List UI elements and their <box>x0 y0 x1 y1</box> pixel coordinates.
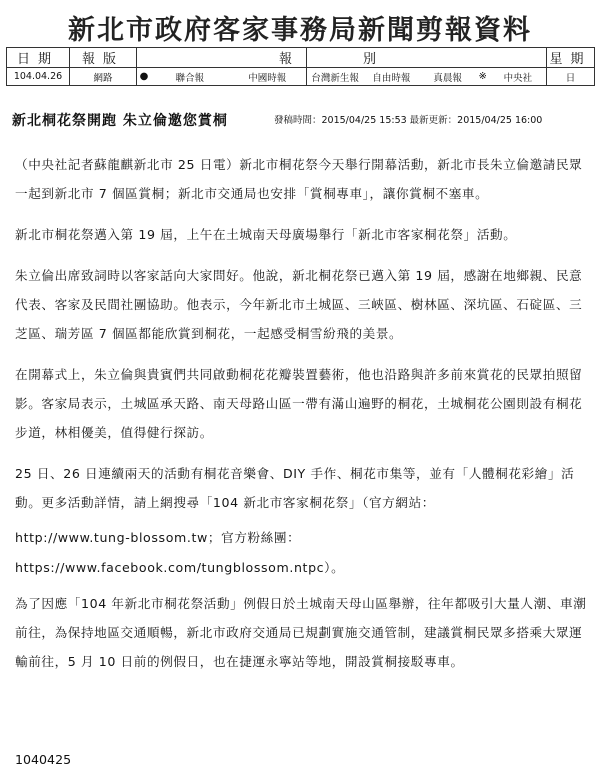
source-cell-right <box>307 68 547 86</box>
page-title: 新北市政府客家事務局新聞剪報資料 <box>68 15 532 46</box>
article-paragraph: 25 日、26 日連續兩天的活動有桐花音樂會、DIY 手作、桐花市集等，並有「人體桐花彩繪」活動。更多活動詳情，請上網搜尋「104 新北市客家桐花祭」（官方網站： <box>15 466 575 510</box>
official-site-line: http://www.tung-blossom.tw；官方粉絲團： <box>15 530 301 545</box>
weekday-header: 星期 <box>547 48 595 68</box>
article-paragraph: 朱立倫出席致詞時以客家話向大家問好。他說，新北桐花祭已邁入第 19 屆，感謝在地鄉親、民意代表、客家及民間社團協助。他表示，今年新北市土城區、三峽區、樹林區、深坑區、石碇區、三芝區、瑞芳區 7 個區都能欣賞到桐花，一起感受桐雪紛飛的美景。 <box>15 268 583 341</box>
edition-value: 網路 <box>70 68 137 86</box>
edition-header: 報版 <box>70 48 137 68</box>
date-value: 104.04.26 <box>7 68 70 86</box>
fan-page-line: https://www.facebook.com/tungblossom.ntpc）。 <box>15 560 345 575</box>
article-paragraph: （中央社記者蘇龍麒新北市 25 日電）新北市桐花祭今天舉行開幕活動，新北市長朱立倫邀請民眾一起到新北市 7 個區賞桐；新北市交通局也安排「賞桐專車」，讓你賞桐不塞車。 <box>15 157 583 201</box>
article-headline: 新北桐花祭開跑 朱立倫邀您賞桐 <box>12 113 228 129</box>
selected-reference-mark-icon: ※ <box>478 71 487 82</box>
weekday-value: 日 <box>547 68 595 86</box>
date-header: 日期 <box>7 48 70 68</box>
article-body <box>15 150 593 688</box>
article-paragraph: 在開幕式上，朱立倫與貴賓們共同啟動桐花花瓣裝置藝術，他也沿路與許多前來賞花的民眾拍照留影。客家局表示，土城區承天路、南天母路山區一帶有滿山遍野的桐花，土城桐花公園則設有桐花步道，林相優美，值得健行探訪。 <box>15 367 583 440</box>
article-timestamps: 發稿時間：2015/04/25 15:53 最新更新：2015/04/25 16:00 <box>274 115 543 126</box>
source-shengbao: 台灣新生報 <box>311 72 359 84</box>
source-cna: 中央社 <box>503 72 533 84</box>
source-zhenchen: 真晨報 <box>433 72 462 84</box>
source-header-left: 報 <box>137 48 307 68</box>
source-libertytimes: 自由時報 <box>372 72 411 84</box>
table-data-row <box>7 68 595 86</box>
document-code: 1040425 <box>15 752 72 767</box>
source-udn: 聯合報 <box>175 72 204 84</box>
source-header-right: 別 <box>307 48 547 68</box>
article-paragraph: 為了因應「104 年新北市桐花祭活動」例假日於土城南天母山區舉辦，往年都吸引大量人潮、車潮前往，為保持地區交通順暢，新北市政府交通局已規劃實施交通管制，建議賞桐民眾多搭乘大眾運輸前往，5 月 10 日前的例假日，也在捷運永寧站等地，開設賞桐接駁專車。 <box>15 596 587 669</box>
clipping-info-table <box>6 47 595 86</box>
selected-bullet-icon: ● <box>139 71 149 82</box>
table-header-row <box>7 48 595 68</box>
article-paragraph: 新北市桐花祭邁入第 19 屆，上午在土城南天母廣場舉行「新北市客家桐花祭」活動。 <box>15 227 517 242</box>
source-cell-left <box>137 68 307 86</box>
source-chinatimes: 中國時報 <box>248 72 287 84</box>
